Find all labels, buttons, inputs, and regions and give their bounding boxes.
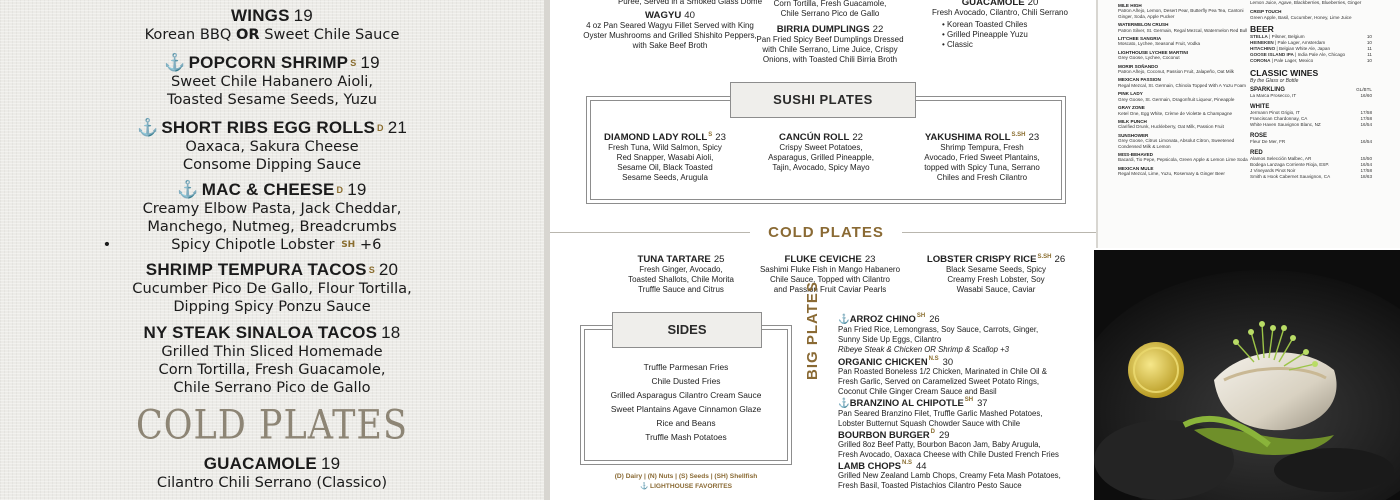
section-title-cold-plates: COLD PLATES xyxy=(768,224,884,241)
cocktail-item xyxy=(1118,119,1258,130)
cocktail-description: Regal Mezcal, Lime, Yuzu, Rosemary & Ginger Beer xyxy=(1118,171,1225,177)
wine-price: 15/50 xyxy=(1360,156,1372,162)
wine-price: 16/60 xyxy=(1360,93,1372,99)
legend: (D) Dairy | (N) Nuts | (S) Seeds | (SH) Shellfish ⚓ LIGHTHOUSE FAVORITES xyxy=(614,473,758,490)
wine-list-sparkling xyxy=(1250,93,1372,99)
cocktail-name: MORIR SOÑANDO xyxy=(1118,63,1159,69)
cocktail-item xyxy=(1118,64,1258,75)
beer-price: 10 xyxy=(1366,40,1372,46)
section-title-cold-plates: COLD PLATES xyxy=(136,403,408,449)
cocktail-description: Bacardi, Tio Pepe, Pepsicola, Green Apple & Lemon Lime Soda xyxy=(1118,157,1248,163)
cocktail-item xyxy=(1118,91,1258,102)
cocktail-name: MILK PUNCH xyxy=(1118,118,1147,124)
item-description: Korean BBQ OR Sweet Chile Sauce xyxy=(144,26,400,43)
wine-row xyxy=(1250,139,1372,145)
beer-style: | Pale Lager, Amsterdam xyxy=(1275,40,1326,46)
cocktail-item xyxy=(1118,50,1258,61)
wine-name: J Vineyards Pinot Noir xyxy=(1250,168,1296,174)
cocktail-name: PINK LADY xyxy=(1118,91,1143,97)
item-name: SHRIMP TEMPURA TACOS $^S$ 20 xyxy=(145,260,399,279)
beer-price: 11 xyxy=(1367,46,1372,52)
cocktail-name: MISS-BEHAVED xyxy=(1118,151,1153,157)
cocktail-item xyxy=(1118,166,1258,177)
menu-item-lamb-chops: LAMB $CHOPS^{N.S}$ 44 Grilled New Zealand Lamb Chops, Creamy Feta Mash Potatoes, Fresh Basil, Toasted Pistachios Cilantro Pesto Sauce xyxy=(838,460,1061,490)
list-item: Truffle Mash Potatoes xyxy=(645,432,727,442)
wine-name: Fleur De Mer, FR xyxy=(1250,139,1286,145)
item-price: 19 xyxy=(293,6,313,25)
cocktail-item xyxy=(1118,105,1258,116)
wine-row xyxy=(1250,93,1372,99)
menu-item-guacamole-center: GUACAMOLE 20 Fresh Avocado, Cilantro, Chili Serrano xyxy=(932,0,1068,17)
guacamole-options: • Korean Toasted Chiles • Grilled Pineapple Yuzu • Classic xyxy=(942,20,1028,49)
menu-item-guacamole: GUACAMOLE 19 Cilantro Chili Serrano (Classico) xyxy=(0,454,544,492)
cocktail-name: MEXICAN MULE xyxy=(1118,165,1154,171)
center-menu-panel xyxy=(544,0,1096,500)
menu-item-lobster-crispy-rice: LOBSTER CRISPY $RICE^{S.SH}$ 26 Black Sesame Seeds, Spicy Creamy Fresh Lobster, Soy Wasabi Sauce, Caviar xyxy=(926,254,1066,294)
wine-name: White Haven Sauvignon Blanc, NZ xyxy=(1250,122,1321,128)
menu-item-wings xyxy=(0,6,544,44)
wine-name: Smith & Hook Cabernet Sauvignon, CA xyxy=(1250,174,1331,180)
anchor-icon: ⚓ xyxy=(136,118,159,137)
wine-name: La Marca Prosecco, IT xyxy=(1250,93,1297,99)
list-item: Truffle Parmesan Fries xyxy=(643,362,729,372)
wine-list-red xyxy=(1250,156,1372,180)
menu-item-tacos-cont: Corn Tortilla, Fresh Guacamole, Chile Serrano Pico de Gallo xyxy=(773,0,887,18)
item-name: ⚓ POPCORN SHRIMP $^S$ 19 xyxy=(164,53,380,72)
item-name: WINGS 19 xyxy=(231,6,313,25)
wine-name: Alamos Selección Malbec, AR xyxy=(1250,156,1312,162)
wine-name: Bodega Lanzaga Corriente Rioja, ESP. xyxy=(1250,162,1330,168)
cocktail-name: MILE HIGH xyxy=(1118,3,1142,8)
menu-item-diamond-lady-roll: DIAMOND LADY $ROLL^S$ 23 Fresh Tuna, Wild Salmon, Spicy Red Snapper, Wasabi Aioli, Sesame Oil, Black Toasted Sesame Seeds, Arugula xyxy=(604,132,726,182)
beer-price: 11 xyxy=(1367,52,1372,58)
cocktail-name: LIT'CHEE SANGRIA xyxy=(1118,36,1162,42)
sides-list xyxy=(580,360,792,444)
cocktails-column xyxy=(1118,0,1258,177)
item-name: GUACAMOLE 19 xyxy=(203,454,341,473)
item-name: ⚓ MAC & CHEESE $^D$ 19 xyxy=(177,180,367,199)
section-title-big-plates: BIG PLATES xyxy=(804,281,821,380)
cocktail-item xyxy=(1118,77,1258,88)
wine-price: 17/58 xyxy=(1360,116,1372,122)
wine-list-rose xyxy=(1250,139,1372,145)
anchor-icon: ⚓ xyxy=(177,180,199,199)
cocktail-description: Clarified Drunk, Huckleberry, Oat Milk, Passion Fruit xyxy=(1118,124,1224,130)
wine-list-white xyxy=(1250,110,1372,128)
menu-item-ny-steak-sinaloa-tacos: NY STEAK SINALOA TACOS 18 Grilled Thin Sliced Homemade Corn Tortilla, Fresh Guacamole, Chile Serrano Pico de Gallo xyxy=(0,323,544,397)
wine-price: 17/58 xyxy=(1360,110,1372,116)
menu-item-cancun-roll: CANCÚN ROLL 22 Crispy Sweet Potatoes, Asparagus, Grilled Pineapple, Tajin, Avocado, Spicy Mayo xyxy=(768,132,874,172)
menu-item-top-left: Puree, Served in a Smoked Glass Dome xyxy=(617,0,763,6)
beer-style: | Pale Lager, Mexico xyxy=(1271,58,1314,64)
plated-fish-photo xyxy=(1094,250,1400,500)
menu-item-organic-chicken: ORGANIC $CHICKEN^{N.S}$ 30 Pan Roasted Boneless 1/2 Chicken, Marinated in Chile Oil & Fresh Garlic, Served on Caramelized Sweet Potato Rings, Coconut Chile Ginger Cream Sauce and Basil xyxy=(838,356,1047,396)
menu-item-bourbon-burger: BOURBON $BURGER^D$ 29 Grilled 8oz Beef Patty, Bourbon Bacon Jam, Baby Arugula, Fresh Avocado, Oaxaca Cheese with Chile Dusted French Fries xyxy=(838,429,1059,459)
bullet-icon: • xyxy=(102,236,112,253)
menu-item-popcorn-shrimp: ⚓ POPCORN SHRIMP $^S$ 19 Sweet Chile Habanero Aioli, Toasted Sesame Seeds, Yuzu xyxy=(0,53,544,109)
beer-price: 10 xyxy=(1366,58,1372,64)
section-title-beer: BEER xyxy=(1250,24,1274,35)
menu-item-yakushima-roll: YAKUSHIMA $ROLL^{S.SH}$ 23 Shrimp Tempura, Fresh Avocado, Fried Sweet Plantains, topped with Spicy Tuna, Serrano Chiles and Fresh Cilantro xyxy=(924,132,1040,182)
menu-item-birria-dumplings: BIRRIA DUMPLINGS 22 Pan Fried Spicy Beef Dumplings Dressed with Chile Serrano, Lime Juice, Crispy Onions, with Toasted Chili Birria Broth xyxy=(756,24,904,64)
cocktail-description: Grey Goose, Lychee, Coconut xyxy=(1118,55,1180,61)
menu-item-arroz-chino: ⚓ARROZ $CHINO^{SH}$ 26 Pan Fried Rice, Lemongrass, Soy Sauce, Carrots, Ginger, Sunny Side Up Eggs, Cilantro Ribeye Steak & Chicken OR Shrimp & Scallop +3 xyxy=(838,313,1039,354)
beer-name: CORONA xyxy=(1250,58,1271,64)
anchor-icon: ⚓ xyxy=(838,397,850,408)
menu-item-branzino-al-chipotle: ⚓BRANZINO AL $CHIPOTLE^{SH}$ 37 Pan Seared Branzino Filet, Truffle Garlic Mashed Potatoes, Lobster Butternut Squash Chowder Sauce with Chile xyxy=(838,397,1043,428)
menu-item-fluke-ceviche: FLUKE CEVICHE 23 Sashimi Fluke Fish in Mango Habanero Chile Sauce, Topped with Cilantro and Passion Fruit Caviar Pearls xyxy=(759,254,901,294)
item-name: ⚓ SHORT RIBS EGG ROLLS $^D$ 21 xyxy=(136,118,408,137)
cocktail-name: LIGHTHOUSE LYCHEE MARTINI xyxy=(1118,49,1189,55)
item-name: NY STEAK SINALOA TACOS 18 xyxy=(143,323,401,342)
cocktail-item xyxy=(1118,133,1258,149)
beer-price: 10 xyxy=(1366,34,1372,40)
beer-name: STELLA xyxy=(1250,34,1268,40)
wine-row xyxy=(1250,174,1372,180)
beer-style: | Pilsner, Belgium xyxy=(1269,34,1305,40)
cocktail-item xyxy=(1118,22,1258,33)
wine-price: 18/63 xyxy=(1360,174,1372,180)
list-item: Grilled Asparagus Cilantro Cream Sauce xyxy=(610,390,762,400)
beer-label xyxy=(1250,58,1313,64)
list-item: Sweet Plantains Agave Cinnamon Glaze xyxy=(610,404,762,414)
cocktail-name: WATERMELON CRUSH xyxy=(1118,22,1169,28)
anchor-icon: ⚓ xyxy=(164,53,186,72)
cocktail-item xyxy=(1118,152,1258,163)
beer-wine-column: Lemon Juice, Agave, Blackberries, Blueberries, Ginger CRISP TOUCH Green Apple, Basil, Cucumber, Honey, Lime Juice BEER STELLA | Pilsner, Belgium 10 HEINEKEN | Pale Lager, Amsterdam 10 HITACHINO | Belgian White Ale, Japan 11 GOOSE ISLAND IPA | India Pale Ale, Chicago 11 CORONA | Pale Lager, Mexico 10 CLASSIC WINES By the Glass or Bottle SPARKLING GL/BTL La Marca Prosecco, IT 16/60 WHITE Jermann Pinot Grigio, IT 17/58 Franciscan Chardonnay, CA 17/58 White Haven Sauvignon Blanc, NZ 16/54 ROSE Fleur De Mer, FR 16/54 RED Alamos Selección Malbec, AR 15/50 Bodega Lanzaga Corriente Rioja, ESP. 16/54 J Vineyards Pinot Noir 17/58 Smith & Hook Cabernet Sauvignon, CA 18/63 xyxy=(1250,0,1372,180)
cocktail-description: Patron Añejo, Lemon, Desert Pear, Butterfly Pea Tea, Cantoni Ginger, Soda, Apple Pucker xyxy=(1118,8,1244,19)
menu-item-mac-and-cheese: ⚓ MAC & CHEESE $^D$ 19 Creamy Elbow Pasta, Jack Cheddar, Manchego, Nutmeg, Breadcrumbs • Spicy Chipotle Lobster $^{SH}$ +6 xyxy=(0,180,544,254)
beer-list xyxy=(1250,34,1372,64)
wine-name: Jermann Pinot Grigio, IT xyxy=(1250,110,1300,116)
cocktail-description: Patron Silver, St. Germain, Regal Mezcal, Watermelon Red Bull xyxy=(1118,27,1248,33)
beer-row xyxy=(1250,58,1372,64)
drinks-menu-panel xyxy=(1096,0,1400,248)
beer-name: HITACHINO xyxy=(1250,46,1276,52)
cocktail-description: Ketel One, Egg White, Crème de Violette & Champagne xyxy=(1118,110,1233,116)
menu-item-short-ribs-egg-rolls: ⚓ SHORT RIBS EGG ROLLS $^D$ 21 Oaxaca, Sakura Cheese Consome Dipping Sauce xyxy=(0,118,544,174)
list-item: Chile Dusted Fries xyxy=(651,376,721,386)
menu-item-tuna-tartare: TUNA TARTARE 25 Fresh Ginger, Avocado, Toasted Shallots, Chile Morita Truffle Sauce and Citrus xyxy=(628,254,734,294)
menu-item-shrimp-tempura-tacos: SHRIMP TEMPURA TACOS $^S$ 20 Cucumber Pico De Gallo, Flour Tortilla, Dipping Spicy Ponzu Sauce xyxy=(0,260,544,316)
wine-price: 16/54 xyxy=(1360,162,1372,168)
cocktail-name: GRAY ZONE xyxy=(1118,105,1145,111)
cocktail-description: Moscato, Lychee, Seasonal Fruit, Vodka xyxy=(1118,41,1201,47)
wine-price: 16/54 xyxy=(1360,122,1372,128)
anchor-icon: ⚓ xyxy=(838,313,850,324)
beer-style: | Belgian White Ale, Japan xyxy=(1276,46,1331,52)
menu-item-wagyu: WAGYU 40 4 oz Pan Seared Wagyu Fillet Served with King Oyster Mushrooms and Grilled Shishito Peppers, with Sake Beef Broth xyxy=(583,10,757,50)
beer-style: | India Pale Ale, Chicago xyxy=(1295,52,1346,58)
wine-name: Franciscan Chardonnay, CA xyxy=(1250,116,1308,122)
anchor-icon: ⚓ xyxy=(640,483,651,490)
list-item: Rice and Beans xyxy=(656,418,716,428)
left-menu-panel xyxy=(0,0,544,500)
cocktail-description: Regal Mezcal, St. Germain, Chinola Topped With A Yuzu Foam xyxy=(1118,82,1247,88)
food-photo xyxy=(1094,250,1400,500)
beer-name: GOOSE ISLAND IPA xyxy=(1250,52,1294,58)
beer-name: HEINEKEN xyxy=(1250,40,1274,46)
section-title-sides: SIDES xyxy=(612,312,762,348)
cocktail-description: Grey Goose, St. Germain, Dragonfruit Liqueur, Pineapple xyxy=(1118,96,1235,102)
wine-row xyxy=(1250,122,1372,128)
wine-price: 17/58 xyxy=(1360,168,1372,174)
cocktail-description: Patron Añejo, Coconut, Passion Fruit, Jalapeño, Oat Milk xyxy=(1118,69,1234,75)
cocktail-name: SUNSHOWER xyxy=(1118,132,1149,138)
section-title-sushi: SUSHI PLATES xyxy=(730,82,916,118)
wine-price: 16/54 xyxy=(1360,139,1372,145)
cocktail-item xyxy=(1118,3,1258,19)
cocktail-item xyxy=(1118,36,1258,47)
cocktail-description: Grey Goose, Citrus Limonata, Absolut Citron, Sweetened Condensed Milk & Lemon xyxy=(1118,138,1235,149)
section-title-classic-wines: CLASSIC WINES xyxy=(1250,68,1319,79)
cocktail-name: MEXICAN PASSION xyxy=(1118,77,1161,83)
